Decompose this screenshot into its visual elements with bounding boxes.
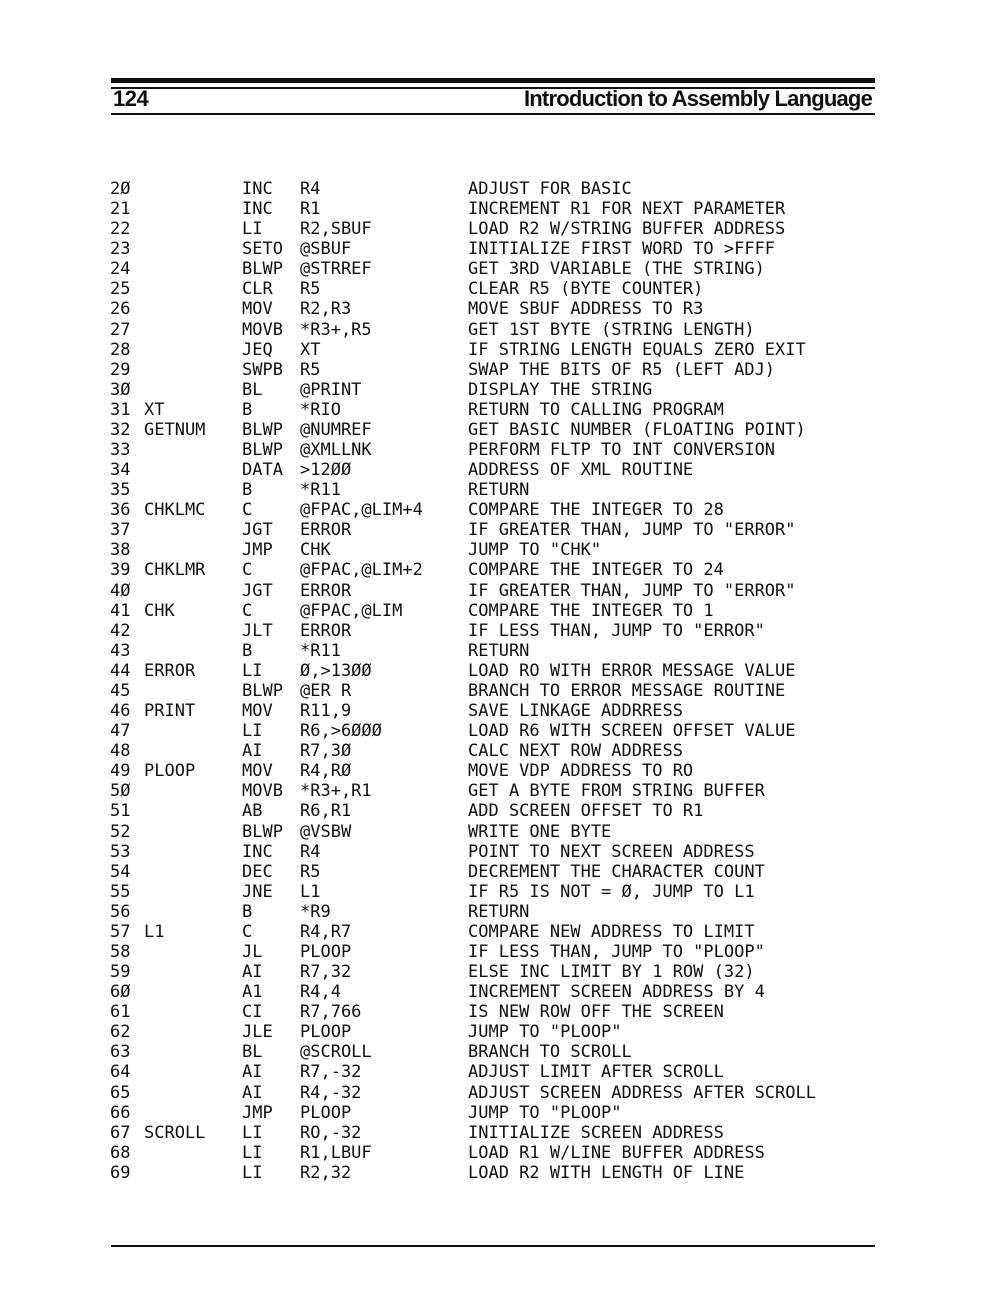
opcode: AI <box>242 741 263 762</box>
line-number: 65 <box>110 1082 131 1103</box>
line-number: 44 <box>110 660 131 681</box>
comment: PERFORM FLTP TO INT CONVERSION <box>468 440 776 461</box>
line-number: 27 <box>110 319 131 340</box>
comment: ADJUST LIMIT AFTER SCROLL <box>468 1062 724 1083</box>
line-number: 49 <box>110 761 131 782</box>
line-number: 53 <box>110 841 131 862</box>
comment: SAVE LINKAGE ADDRRESS <box>468 701 683 722</box>
listing-line <box>110 1163 890 1183</box>
line-number: 31 <box>110 399 131 420</box>
line-number: 34 <box>110 460 131 481</box>
code-listing <box>110 179 890 1183</box>
operand: L1 <box>300 881 321 902</box>
line-number: 63 <box>110 1042 131 1063</box>
comment: IF STRING LENGTH EQUALS ZERO EXIT <box>468 339 806 360</box>
line-number: 28 <box>110 339 131 360</box>
line-number: 69 <box>110 1162 131 1183</box>
listing-line <box>110 340 890 360</box>
page-number: 124 <box>113 86 149 111</box>
operand: R5 <box>300 359 321 380</box>
comment: COMPARE THE INTEGER TO 28 <box>468 500 724 521</box>
operand: @FPAC,@LIM+2 <box>300 560 423 581</box>
listing-line <box>110 259 890 279</box>
operand: R7,766 <box>300 1002 362 1023</box>
operand: @PRINT <box>300 379 362 400</box>
operand: R5 <box>300 861 321 882</box>
opcode: AI <box>242 962 263 983</box>
line-number: 67 <box>110 1122 131 1143</box>
opcode: MOV <box>242 761 273 782</box>
listing-line <box>110 540 890 560</box>
operand: PLOOP <box>300 1022 352 1043</box>
comment: ELSE INC LIMIT BY 1 ROW (32) <box>468 962 755 983</box>
operand: R11,9 <box>300 701 352 722</box>
line-number: 57 <box>110 921 131 942</box>
line-number: 42 <box>110 620 131 641</box>
comment: LOAD R1 W/LINE BUFFER ADDRESS <box>468 1142 765 1163</box>
comment: RETURN <box>468 640 530 661</box>
opcode: BLWP <box>242 419 283 440</box>
opcode: INC <box>242 199 273 220</box>
footer-rule <box>111 1245 875 1247</box>
listing-line <box>110 179 890 199</box>
comment: BRANCH TO ERROR MESSAGE ROUTINE <box>468 680 786 701</box>
listing-line <box>110 601 890 621</box>
comment: ADJUST SCREEN ADDRESS AFTER SCROLL <box>468 1082 816 1103</box>
opcode: C <box>242 560 253 581</box>
comment: IF GREATER THAN, JUMP TO "ERROR" <box>468 580 796 601</box>
listing-line <box>110 400 890 420</box>
comment: COMPARE NEW ADDRESS TO LIMIT <box>468 921 755 942</box>
opcode: LI <box>242 1142 263 1163</box>
comment: RETURN <box>468 901 530 922</box>
listing-line <box>110 621 890 641</box>
listing-line <box>110 781 890 801</box>
opcode: SWPB <box>242 359 283 380</box>
listing-line <box>110 962 890 982</box>
line-number: 58 <box>110 941 131 962</box>
operand: @SCROLL <box>300 1042 372 1063</box>
opcode: B <box>242 901 253 922</box>
line-number: 48 <box>110 741 131 762</box>
opcode: JLT <box>242 620 273 641</box>
operand: ERROR <box>300 520 352 541</box>
opcode: MOV <box>242 701 273 722</box>
opcode: JEQ <box>242 339 273 360</box>
opcode: CI <box>242 1002 263 1023</box>
line-number: 45 <box>110 680 131 701</box>
code-label: GETNUM <box>144 419 206 440</box>
code-label: CHKLMC <box>144 500 206 521</box>
opcode: MOV <box>242 299 273 320</box>
listing-line <box>110 380 890 400</box>
listing-line <box>110 922 890 942</box>
opcode: AI <box>242 1062 263 1083</box>
comment: CALC NEXT ROW ADDRESS <box>468 741 683 762</box>
code-label: PRINT <box>144 701 196 722</box>
listing-line <box>110 1062 890 1082</box>
operand: ERROR <box>300 620 352 641</box>
operand: @FPAC,@LIM <box>300 600 403 621</box>
line-number: 6Ø <box>110 982 131 1003</box>
code-label: SCROLL <box>144 1122 206 1143</box>
listing-line <box>110 942 890 962</box>
operand: @XMLLNK <box>300 440 372 461</box>
operand: R5 <box>300 279 321 300</box>
listing-line <box>110 1022 890 1042</box>
line-number: 55 <box>110 881 131 902</box>
comment: BRANCH TO SCROLL <box>468 1042 632 1063</box>
operand: *R11 <box>300 640 341 661</box>
operand: Ø,>13ØØ <box>300 660 372 681</box>
running-title: Introduction to Assembly Language <box>523 86 872 111</box>
line-number: 35 <box>110 480 131 501</box>
code-label: ERROR <box>144 660 196 681</box>
operand: *RIO <box>300 399 341 420</box>
comment: SWAP THE BITS OF R5 (LEFT ADJ) <box>468 359 776 380</box>
comment: CLEAR R5 (BYTE COUNTER) <box>468 279 704 300</box>
header-underline <box>111 113 875 115</box>
opcode: DATA <box>242 460 283 481</box>
header-rule-thick <box>111 78 875 83</box>
line-number: 21 <box>110 199 131 220</box>
opcode: C <box>242 600 253 621</box>
operand: PLOOP <box>300 1102 352 1123</box>
opcode: AB <box>242 801 263 822</box>
opcode: A1 <box>242 982 263 1003</box>
operand: R4,-32 <box>300 1082 362 1103</box>
opcode: LI <box>242 1162 263 1183</box>
line-number: 33 <box>110 440 131 461</box>
listing-line <box>110 661 890 681</box>
line-number: 66 <box>110 1102 131 1123</box>
operand: R4 <box>300 179 321 199</box>
listing-line <box>110 560 890 580</box>
listing-line <box>110 320 890 340</box>
line-number: 23 <box>110 239 131 260</box>
comment: RETURN <box>468 480 530 501</box>
operand: R7,32 <box>300 962 352 983</box>
line-number: 64 <box>110 1062 131 1083</box>
comment: ADDRESS OF XML ROUTINE <box>468 460 694 481</box>
comment: LOAD RO WITH ERROR MESSAGE VALUE <box>468 660 796 681</box>
opcode: BLWP <box>242 680 283 701</box>
line-number: 4Ø <box>110 580 131 601</box>
comment: IS NEW ROW OFF THE SCREEN <box>468 1002 724 1023</box>
line-number: 52 <box>110 821 131 842</box>
opcode: B <box>242 399 253 420</box>
opcode: JGT <box>242 580 273 601</box>
listing-line <box>110 279 890 299</box>
opcode: JLE <box>242 1022 273 1043</box>
listing-line <box>110 761 890 781</box>
listing-line <box>110 801 890 821</box>
operand: *R3+,R1 <box>300 781 372 802</box>
comment: POINT TO NEXT SCREEN ADDRESS <box>468 841 755 862</box>
comment: INITIALIZE SCREEN ADDRESS <box>468 1122 724 1143</box>
operand: XT <box>300 339 321 360</box>
opcode: SETO <box>242 239 283 260</box>
listing-line <box>110 982 890 1002</box>
operand: ERROR <box>300 580 352 601</box>
line-number: 43 <box>110 640 131 661</box>
opcode: MOVB <box>242 319 283 340</box>
code-label: CHKLMR <box>144 560 206 581</box>
comment: IF LESS THAN, JUMP TO "PLOOP" <box>468 941 765 962</box>
listing-line <box>110 1042 890 1062</box>
operand: R6,R1 <box>300 801 352 822</box>
operand: R4,4 <box>300 982 341 1003</box>
operand: R4,RØ <box>300 761 352 782</box>
listing-line <box>110 520 890 540</box>
opcode: JMP <box>242 540 273 561</box>
opcode: JMP <box>242 1102 273 1123</box>
line-number: 5Ø <box>110 781 131 802</box>
operand: R7,-32 <box>300 1062 362 1083</box>
comment: IF R5 IS NOT = Ø, JUMP TO L1 <box>468 881 755 902</box>
listing-line <box>110 360 890 380</box>
comment: LOAD R6 WITH SCREEN OFFSET VALUE <box>468 721 796 742</box>
comment: COMPARE THE INTEGER TO 1 <box>468 600 714 621</box>
comment: INCREMENT SCREEN ADDRESS BY 4 <box>468 982 765 1003</box>
comment: LOAD R2 W/STRING BUFFER ADDRESS <box>468 219 786 240</box>
line-number: 56 <box>110 901 131 922</box>
opcode: JNE <box>242 881 273 902</box>
operand: *R11 <box>300 480 341 501</box>
comment: DECREMENT THE CHARACTER COUNT <box>468 861 765 882</box>
listing-line <box>110 842 890 862</box>
comment: ADJUST FOR BASIC <box>468 179 632 199</box>
line-number: 59 <box>110 962 131 983</box>
listing-line <box>110 460 890 480</box>
comment: LOAD R2 WITH LENGTH OF LINE <box>468 1162 745 1183</box>
opcode: LI <box>242 1122 263 1143</box>
line-number: 68 <box>110 1142 131 1163</box>
operand: R2,32 <box>300 1162 352 1183</box>
line-number: 47 <box>110 721 131 742</box>
line-number: 36 <box>110 500 131 521</box>
comment: DISPLAY THE STRING <box>468 379 653 400</box>
opcode: CLR <box>242 279 273 300</box>
operand: R7,3Ø <box>300 741 352 762</box>
line-number: 46 <box>110 701 131 722</box>
listing-line <box>110 641 890 661</box>
opcode: B <box>242 640 253 661</box>
line-number: 37 <box>110 520 131 541</box>
comment: MOVE VDP ADDRESS TO RO <box>468 761 694 782</box>
operand: @VSBW <box>300 821 352 842</box>
listing-line <box>110 1002 890 1022</box>
operand: @ER R <box>300 680 352 701</box>
opcode: BL <box>242 1042 263 1063</box>
line-number: 26 <box>110 299 131 320</box>
operand: PLOOP <box>300 941 352 962</box>
line-number: 32 <box>110 419 131 440</box>
opcode: INC <box>242 179 273 199</box>
opcode: JGT <box>242 520 273 541</box>
line-number: 25 <box>110 279 131 300</box>
comment: GET 1ST BYTE (STRING LENGTH) <box>468 319 755 340</box>
comment: WRITE ONE BYTE <box>468 821 612 842</box>
comment: JUMP TO "CHK" <box>468 540 602 561</box>
opcode: LI <box>242 660 263 681</box>
line-number: 61 <box>110 1002 131 1023</box>
opcode: LI <box>242 721 263 742</box>
opcode: MOVB <box>242 781 283 802</box>
listing-line <box>110 1083 890 1103</box>
operand: R6,>6ØØØ <box>300 721 382 742</box>
operand: *R9 <box>300 901 331 922</box>
operand: R2,R3 <box>300 299 352 320</box>
operand: CHK <box>300 540 331 561</box>
listing-line <box>110 681 890 701</box>
operand: R1 <box>300 199 321 220</box>
operand: @SBUF <box>300 239 352 260</box>
opcode: AI <box>242 1082 263 1103</box>
listing-line <box>110 701 890 721</box>
listing-line <box>110 581 890 601</box>
comment: INCREMENT R1 FOR NEXT PARAMETER <box>468 199 786 220</box>
line-number: 41 <box>110 600 131 621</box>
line-number: 39 <box>110 560 131 581</box>
opcode: C <box>242 500 253 521</box>
code-label: CHK <box>144 600 175 621</box>
line-number: 3Ø <box>110 379 131 400</box>
comment: GET A BYTE FROM STRING BUFFER <box>468 781 765 802</box>
operand: >12ØØ <box>300 460 352 481</box>
listing-line <box>110 1143 890 1163</box>
line-number: 62 <box>110 1022 131 1043</box>
comment: JUMP TO "PLOOP" <box>468 1022 622 1043</box>
code-label: XT <box>144 399 165 420</box>
opcode: BLWP <box>242 259 283 280</box>
line-number: 29 <box>110 359 131 380</box>
listing-line <box>110 500 890 520</box>
comment: IF LESS THAN, JUMP TO "ERROR" <box>468 620 765 641</box>
comment: IF GREATER THAN, JUMP TO "ERROR" <box>468 520 796 541</box>
opcode: LI <box>242 219 263 240</box>
line-number: 2Ø <box>110 179 131 199</box>
listing-line <box>110 721 890 741</box>
operand: R4,R7 <box>300 921 352 942</box>
listing-line <box>110 219 890 239</box>
operand: R2,SBUF <box>300 219 372 240</box>
line-number: 24 <box>110 259 131 280</box>
comment: RETURN TO CALLING PROGRAM <box>468 399 724 420</box>
line-number: 54 <box>110 861 131 882</box>
line-number: 38 <box>110 540 131 561</box>
listing-line <box>110 440 890 460</box>
code-label: PLOOP <box>144 761 196 782</box>
comment: GET 3RD VARIABLE (THE STRING) <box>468 259 765 280</box>
listing-line <box>110 299 890 319</box>
comment: GET BASIC NUMBER (FLOATING POINT) <box>468 419 806 440</box>
operand: R1,LBUF <box>300 1142 372 1163</box>
listing-line <box>110 862 890 882</box>
listing-line <box>110 420 890 440</box>
listing-line <box>110 480 890 500</box>
opcode: C <box>242 921 253 942</box>
operand: RO,-32 <box>300 1122 362 1143</box>
comment: ADD SCREEN OFFSET TO R1 <box>468 801 704 822</box>
listing-line <box>110 199 890 219</box>
operand: *R3+,R5 <box>300 319 372 340</box>
line-number: 22 <box>110 219 131 240</box>
comment: JUMP TO "PLOOP" <box>468 1102 622 1123</box>
operand: @STRREF <box>300 259 372 280</box>
opcode: DEC <box>242 861 273 882</box>
listing-line <box>110 239 890 259</box>
listing-line <box>110 822 890 842</box>
opcode: BLWP <box>242 440 283 461</box>
opcode: BLWP <box>242 821 283 842</box>
listing-line <box>110 1123 890 1143</box>
opcode: INC <box>242 841 273 862</box>
listing-line <box>110 902 890 922</box>
line-number: 51 <box>110 801 131 822</box>
listing-line <box>110 1103 890 1123</box>
operand: @NUMREF <box>300 419 372 440</box>
comment: INITIALIZE FIRST WORD TO >FFFF <box>468 239 776 260</box>
operand: R4 <box>300 841 321 862</box>
listing-line <box>110 882 890 902</box>
opcode: JL <box>242 941 263 962</box>
comment: MOVE SBUF ADDRESS TO R3 <box>468 299 704 320</box>
operand: @FPAC,@LIM+4 <box>300 500 423 521</box>
comment: COMPARE THE INTEGER TO 24 <box>468 560 724 581</box>
listing-line <box>110 741 890 761</box>
code-label: L1 <box>144 921 165 942</box>
opcode: B <box>242 480 253 501</box>
opcode: BL <box>242 379 263 400</box>
